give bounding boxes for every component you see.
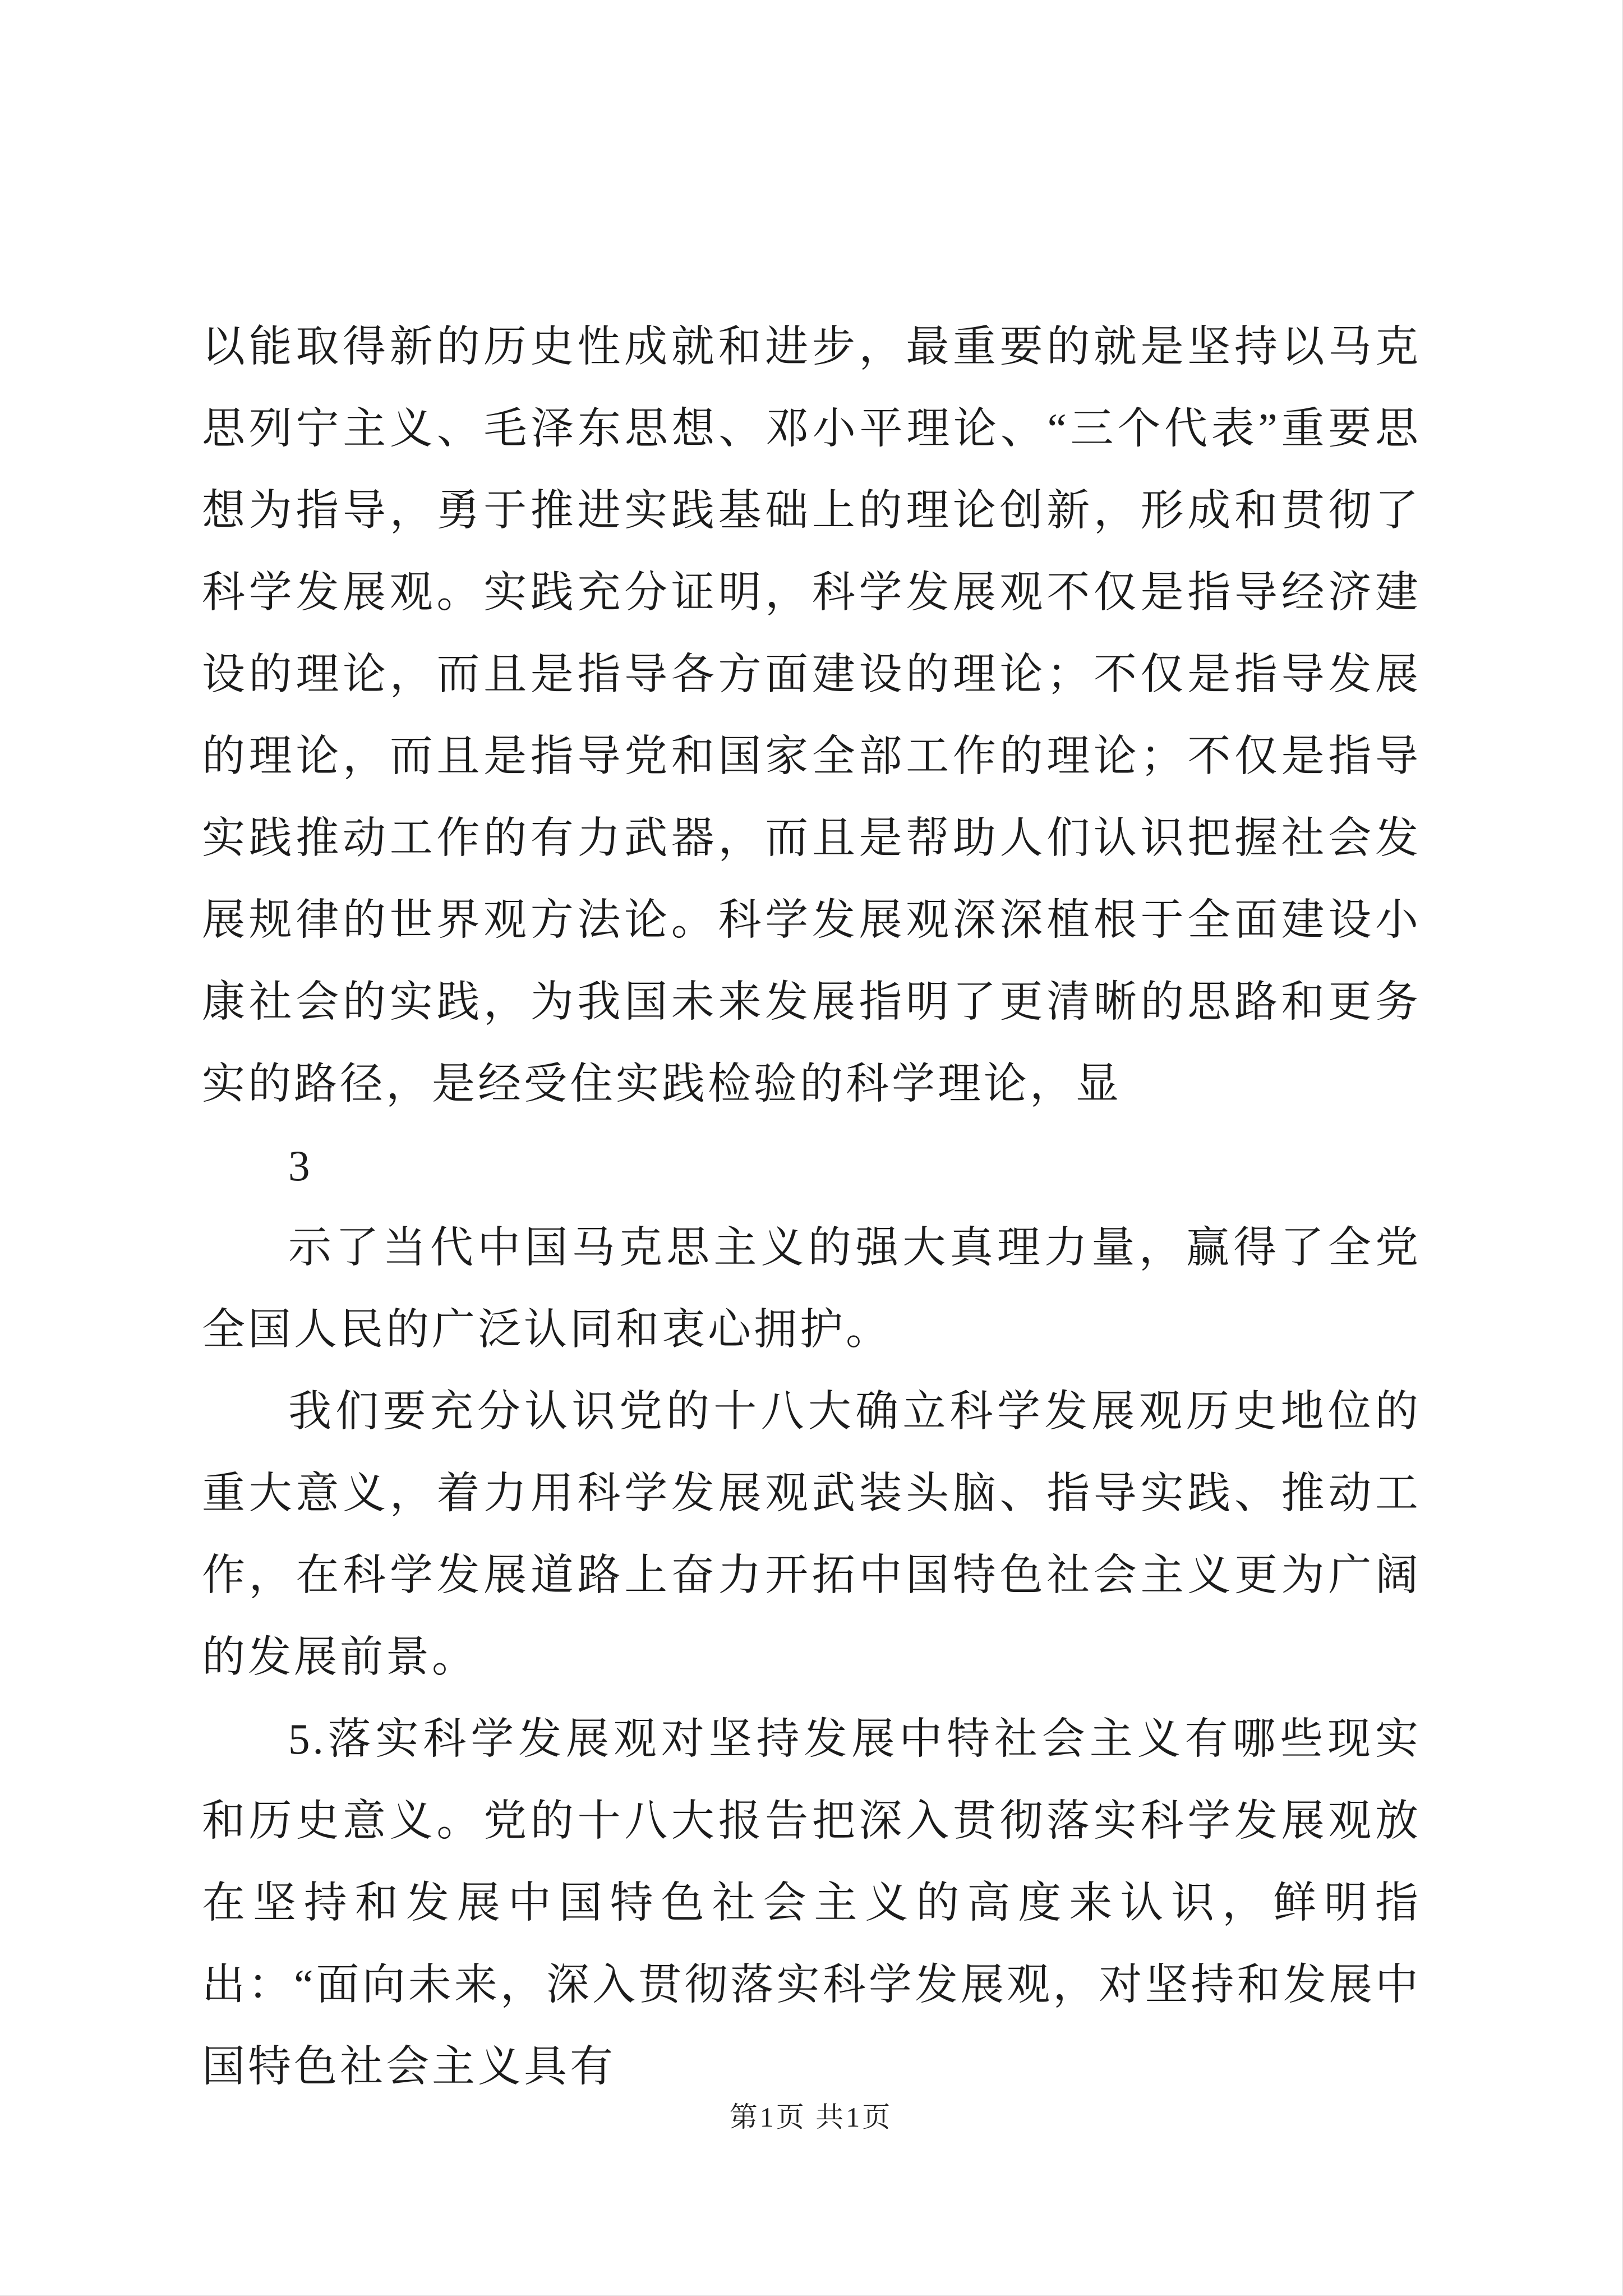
paragraph: 我们要充分认识党的十八大确立科学发展观历史地位的重大意义，着力用科学发展观武装头脑、指导实践、推动工作，在科学发展道路上奋力开拓中国特色社会主义更为广阔的发展前景。 [202,1387,1421,1681]
paragraph-continuation: 以能取得新的历史性成就和进步，最重要的就是坚持以马克思列宁主义、毛泽东思想、邓小平理论、“三个代表”重要思想为指导，勇于推进实践基础上的理论创新，形成和贯彻了科学发展观。实践充分证明，科学发展观不仅是指导经济建设的理论，而且是指导各方面建设的理论；不仅是指导发展的理论，而且是指导党和国家全部工作的理论；不仅是指导实践推动工作的有力武器，而且是帮助人们认识把握社会发展规律的世界观方法论。科学发展观深深植根于全面建设小康社会的实践，为我国未来发展指明了更清晰的思路和更务实的路径，是经受住实践检验的科学理论，显 [202,323,1421,1108]
inline-page-number-text: 3 [288,1142,313,1190]
footer-page-indicator: 第1页 共1页 [729,2101,893,2133]
paragraph: 示了当代中国马克思主义的强大真理力量，赢得了全党全国人民的广泛认同和衷心拥护。 [202,1223,1421,1354]
paragraph: 5.落实科学发展观对坚持发展中特社会主义有哪些现实和历史意义。党的十八大报告把深入贯彻落实科学发展观放在坚持和发展中国特色社会主义的高度来认识，鲜明指出：“面向未来，深入贯彻落实科学发展观，对坚持和发展中国特色社会主义具有 [202,1715,1421,2091]
